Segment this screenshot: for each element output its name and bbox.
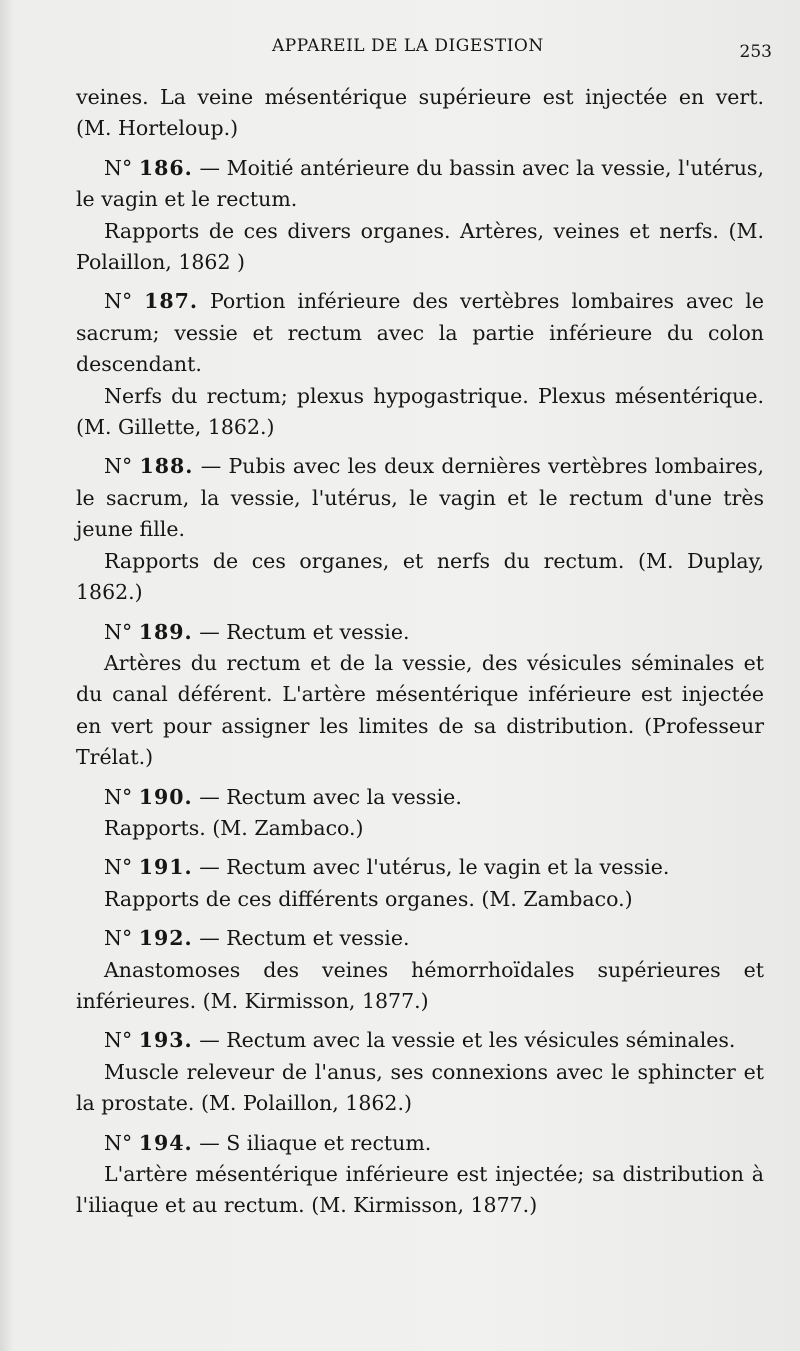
entry-heading [76, 617, 764, 648]
entry-192 [76, 923, 764, 1017]
entry-189 [76, 617, 764, 774]
entry-prefix: N° [104, 619, 133, 644]
entry-heading [76, 852, 764, 883]
entry-number: 191. [138, 855, 193, 880]
entry-paragraph: Rapports. (M. Zambaco.) [104, 815, 364, 840]
entry-paragraph: Rapports de ces divers organes. Artères, veines et nerfs. (M. Polaillon, 1862 ) [76, 218, 764, 275]
entry-heading [76, 782, 764, 813]
entry-prefix: N° [104, 454, 133, 479]
entry-193 [76, 1025, 764, 1119]
entry-paragraph: Nerfs du rectum; plexus hypogastrique. Plexus mésentérique. (M. Gillette, 1862.) [76, 383, 764, 440]
entry-number: 190. [138, 784, 193, 809]
entry-prefix: N° [104, 289, 133, 314]
entry-paragraph: Artères du rectum et de la vessie, des vésicules séminales et du canal déférent. L'artère mésentérique inférieure est injectée en vert pour assigner les limites de sa distribution. (Professeur Trélat.) [76, 650, 764, 770]
entry-number: 186. [138, 155, 193, 180]
entry-prefix: N° [104, 926, 133, 951]
page-header [0, 36, 800, 60]
entry-paragraph: Muscle releveur de l'anus, ses connexions avec le sphincter et la prostate. (M. Polaillon, 1862.) [76, 1059, 764, 1116]
page-body [76, 82, 764, 1230]
entry-title: — Rectum et vessie. [199, 926, 410, 951]
entry-187 [76, 286, 764, 443]
entry-number: 192. [138, 926, 193, 951]
entry-heading [76, 923, 764, 954]
entry-194 [76, 1128, 764, 1222]
entry-title: — Rectum avec la vessie. [199, 784, 462, 809]
entry-heading [76, 1128, 764, 1159]
entry-title: — S iliaque et rectum. [199, 1130, 432, 1155]
entry-191 [76, 852, 764, 915]
entry-heading [76, 451, 764, 545]
entry-heading [76, 1025, 764, 1056]
entry-number: 187. [144, 289, 199, 314]
entry-prefix: N° [104, 855, 133, 880]
entry-number: 193. [138, 1028, 193, 1053]
entry-paragraph: Rapports de ces organes, et nerfs du rectum. (M. Duplay, 1862.) [76, 548, 764, 605]
entry-title: — Pubis avec les deux dernières vertèbres lombaires, le sacrum, la vessie, l'utérus, le vagin et le rectum d'une très jeune fille. [76, 454, 764, 542]
entry-title: Portion inférieure des vertèbres lombaires avec le sacrum; vessie et rectum avec la partie inférieure du colon descendant. [76, 289, 764, 377]
entry-prefix: N° [104, 1130, 133, 1155]
entry-paragraph: Rapports de ces différents organes. (M. Zambaco.) [104, 886, 633, 911]
entry-paragraph: L'artère mésentérique inférieure est injectée; sa distribution à l'iliaque et au rectum. (M. Kirmisson, 1877.) [76, 1162, 764, 1218]
entry-heading [76, 286, 764, 380]
entry-prefix: N° [104, 784, 133, 809]
intro-paragraph: veines. La veine mésentérique supérieure est injectée en vert. (M. Horteloup.) [76, 85, 764, 141]
entry-number: 194. [138, 1130, 193, 1155]
entry-title: — Moitié antérieure du bassin avec la vessie, l'utérus, le vagin et le rectum. [76, 155, 764, 212]
entry-title: — Rectum avec l'utérus, le vagin et la vessie. [199, 855, 670, 880]
page-number: 253 [739, 42, 772, 62]
entry-title: — Rectum avec la vessie et les vésicules séminales. [199, 1028, 736, 1053]
entry-title: — Rectum et vessie. [199, 619, 410, 644]
entry-number: 188. [139, 454, 194, 479]
entry-prefix: N° [104, 155, 133, 180]
entry-paragraph: Anastomoses des veines hémorrhoïdales supérieures et inférieures. (M. Kirmisson, 1877.) [76, 957, 764, 1013]
entry-186 [76, 153, 764, 279]
entry-number: 189. [138, 619, 193, 644]
entry-heading [76, 153, 764, 216]
running-head: APPAREIL DE LA DIGESTION [272, 36, 544, 56]
entry-188 [76, 451, 764, 608]
entry-190 [76, 782, 764, 845]
entry-prefix: N° [104, 1028, 133, 1053]
